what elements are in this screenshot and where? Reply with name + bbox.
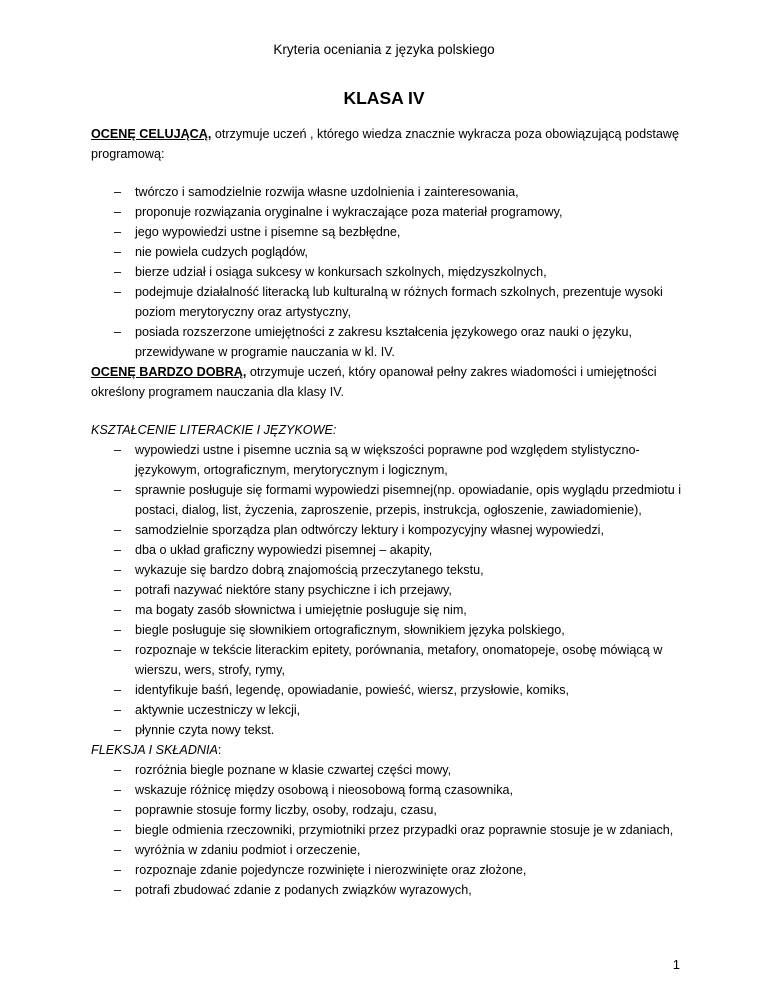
section-fleksja-heading [91, 740, 691, 760]
section-fleksja-label: FLEKSJA I SKŁADNIA [91, 743, 218, 757]
ksztalcenie-criteria-list [91, 440, 691, 740]
grade-bardzo-dobra-intro [91, 362, 691, 402]
grade-celujaca-label: OCENĘ CELUJĄCĄ, [91, 127, 212, 141]
list-item: – nie powiela cudzych poglądów, [91, 242, 691, 262]
page-header: Kryteria oceniania z języka polskiego [273, 42, 495, 57]
list-item: – rozpoznaje w tekście literackim epitety, porównania, metafory, onomatopeje, osobę mówiącą w wierszu, wers, strofy, rymy, [91, 640, 691, 680]
list-item: – ma bogaty zasób słownictwa i umiejętnie posługuje się nim, [91, 600, 691, 620]
grade-celujaca-intro [91, 124, 691, 164]
fleksja-criteria-list [91, 760, 691, 900]
list-item: – twórczo i samodzielnie rozwija własne uzdolnienia i zainteresowania, [91, 182, 691, 202]
list-item: – potrafi nazywać niektóre stany psychiczne i ich przejawy, [91, 580, 691, 600]
list-item: – dba o układ graficzny wypowiedzi pisemnej – akapity, [91, 540, 691, 560]
list-item: – poprawnie stosuje formy liczby, osoby, rodzaju, czasu, [91, 800, 691, 820]
list-item: – wypowiedzi ustne i pisemne ucznia są w większości poprawne pod względem stylistyczno-językowym, ortograficznym, merytorycznym i logicznym, [91, 440, 691, 480]
list-item: – bierze udział i osiąga sukcesy w konkursach szkolnych, międzyszkolnych, [91, 262, 691, 282]
page-title: KLASA IV [343, 88, 425, 108]
list-item: – płynnie czyta nowy tekst. [91, 720, 691, 740]
list-item: – proponuje rozwiązania oryginalne i wykraczające poza materiał programowy, [91, 202, 691, 222]
grade-bardzo-dobra-text: otrzymuje uczeń, który opanował pełny zakres wiadomości i umiejętności określony programem nauczania dla klasy IV. [91, 365, 657, 399]
list-item: – identyfikuje baśń, legendę, opowiadanie, powieść, wiersz, przysłowie, komiks, [91, 680, 691, 700]
list-item: – potrafi zbudować zdanie z podanych związków wyrazowych, [91, 880, 691, 900]
list-item: – biegle odmienia rzeczowniki, przymiotniki przez przypadki oraz poprawnie stosuje je w zdaniach, [91, 820, 691, 840]
section-fleksja-colon: : [217, 743, 222, 757]
list-item: – wykazuje się bardzo dobrą znajomością przeczytanego tekstu, [91, 560, 691, 580]
celujaca-criteria-list [91, 182, 691, 362]
list-item: – sprawnie posługuje się formami wypowiedzi pisemnej(np. opowiadanie, opis wyglądu przedmiotu i postaci, dialog, list, życzenia, zaproszenie, przepis, instrukcja, ogłoszenie, zawiadomienie), [91, 480, 691, 520]
list-item: – podejmuje działalność literacką lub kulturalną w różnych formach szkolnych, prezentuje wysoki poziom merytoryczny oraz artystyczny, [91, 282, 691, 322]
list-item: – rozpoznaje zdanie pojedyncze rozwinięte i nierozwinięte oraz złożone, [91, 860, 691, 880]
list-item: – jego wypowiedzi ustne i pisemne są bezbłędne, [91, 222, 691, 242]
section-ksztalcenie-heading: KSZTAŁCENIE LITERACKIE I JĘZYKOWE: [91, 423, 337, 437]
list-item: – posiada rozszerzone umiejętności z zakresu kształcenia językowego oraz nauki o języku, przewidywane w programie nauczania w kl. IV. [91, 322, 691, 362]
list-item: – aktywnie uczestniczy w lekcji, [91, 700, 691, 720]
page-number: 1 [672, 957, 680, 972]
list-item: – wskazuje różnicę między osobową i nieosobową formą czasownika, [91, 780, 691, 800]
list-item: – biegle posługuje się słownikiem ortograficznym, słownikiem języka polskiego, [91, 620, 691, 640]
list-item: – samodzielnie sporządza plan odtwórczy lektury i kompozycyjny własnej wypowiedzi, [91, 520, 691, 540]
grade-celujaca-text: otrzymuje uczeń , którego wiedza znacznie wykracza poza obowiązującą podstawę programową: [91, 127, 679, 161]
grade-bardzo-dobra-label: OCENĘ BARDZO DOBRĄ, [91, 365, 247, 379]
list-item: – wyróżnia w zdaniu podmiot i orzeczenie, [91, 840, 691, 860]
document-body [91, 124, 691, 900]
list-item: – rozróżnia biegle poznane w klasie czwartej części mowy, [91, 760, 691, 780]
